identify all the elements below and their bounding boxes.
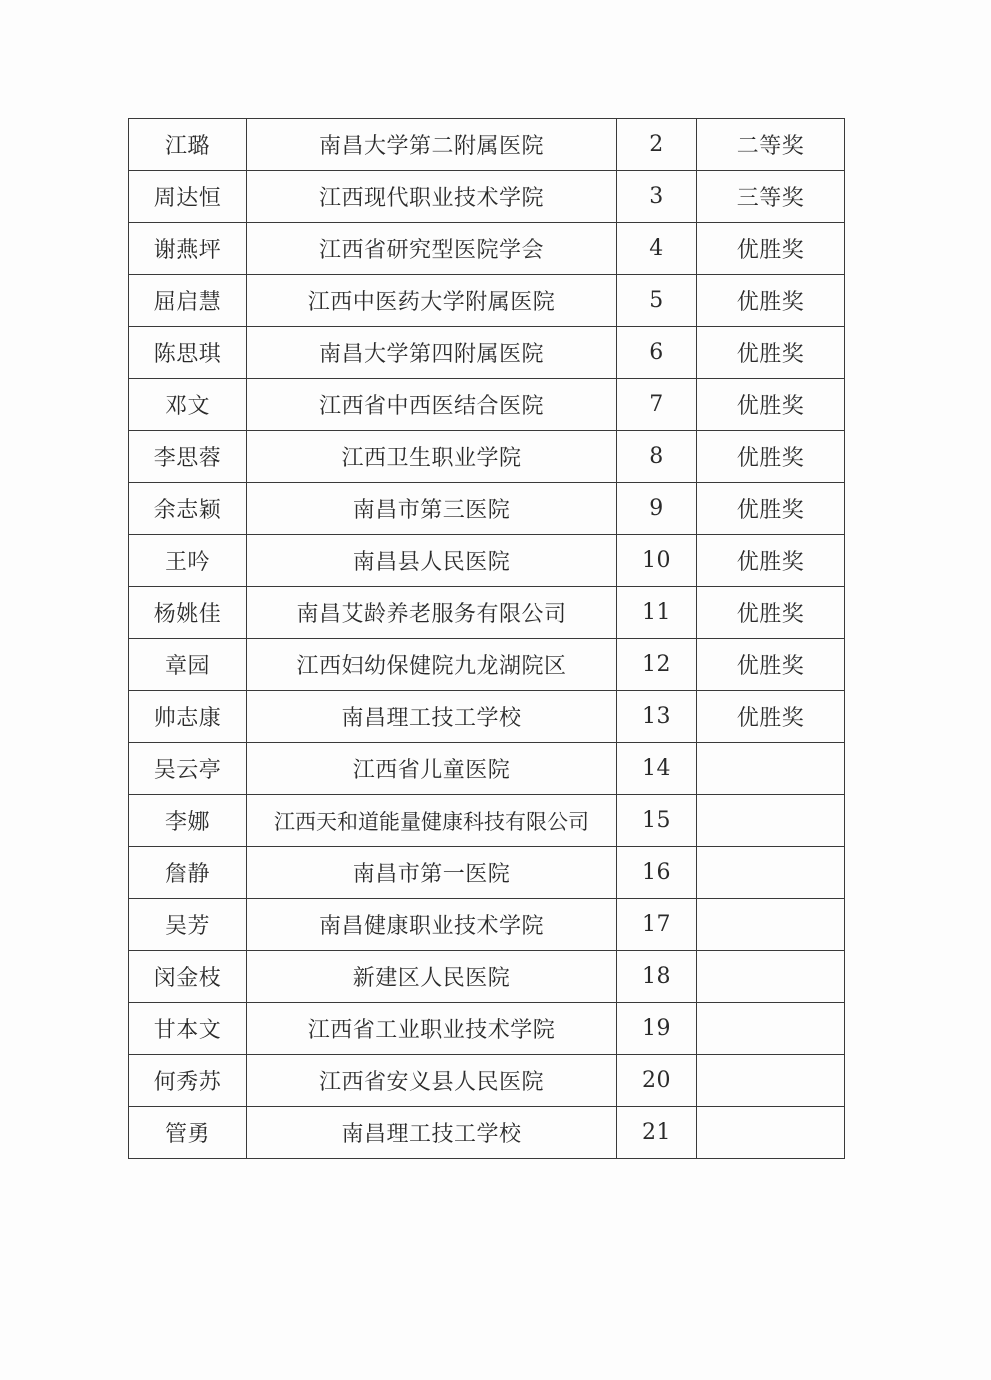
participant-name: 管勇 xyxy=(129,1107,247,1159)
participant-rank: 21 xyxy=(617,1107,697,1159)
table-row xyxy=(129,847,845,899)
participant-award: 优胜奖 xyxy=(697,587,845,639)
participant-unit: 南昌艾龄养老服务有限公司 xyxy=(247,587,617,639)
participant-rank: 7 xyxy=(617,379,697,431)
table-row xyxy=(129,275,845,327)
results-table-body xyxy=(129,119,845,1159)
table-row xyxy=(129,639,845,691)
table-row xyxy=(129,743,845,795)
participant-rank: 12 xyxy=(617,639,697,691)
participant-unit: 南昌市第三医院 xyxy=(247,483,617,535)
table-row xyxy=(129,899,845,951)
participant-name: 陈思琪 xyxy=(129,327,247,379)
participant-rank: 2 xyxy=(617,119,697,171)
participant-name: 吴云亭 xyxy=(129,743,247,795)
participant-name: 王吟 xyxy=(129,535,247,587)
table-row xyxy=(129,951,845,1003)
participant-unit: 南昌健康职业技术学院 xyxy=(247,899,617,951)
table-row xyxy=(129,691,845,743)
participant-unit: 江西省安义县人民医院 xyxy=(247,1055,617,1107)
participant-rank: 19 xyxy=(617,1003,697,1055)
participant-award: 优胜奖 xyxy=(697,639,845,691)
participant-rank: 3 xyxy=(617,171,697,223)
participant-award: 优胜奖 xyxy=(697,535,845,587)
participant-unit: 新建区人民医院 xyxy=(247,951,617,1003)
participant-name: 闵金枝 xyxy=(129,951,247,1003)
participant-rank: 6 xyxy=(617,327,697,379)
participant-name: 帅志康 xyxy=(129,691,247,743)
table-row xyxy=(129,327,845,379)
participant-name: 邓文 xyxy=(129,379,247,431)
participant-unit: 江西省儿童医院 xyxy=(247,743,617,795)
participant-rank: 16 xyxy=(617,847,697,899)
table-row xyxy=(129,431,845,483)
participant-award: 优胜奖 xyxy=(697,691,845,743)
participant-award: 优胜奖 xyxy=(697,223,845,275)
participant-award xyxy=(697,899,845,951)
table-row xyxy=(129,119,845,171)
table-row xyxy=(129,1055,845,1107)
participant-name: 何秀苏 xyxy=(129,1055,247,1107)
participant-unit: 江西中医药大学附属医院 xyxy=(247,275,617,327)
participant-rank: 5 xyxy=(617,275,697,327)
participant-award xyxy=(697,847,845,899)
participant-rank: 4 xyxy=(617,223,697,275)
participant-unit: 江西妇幼保健院九龙湖院区 xyxy=(247,639,617,691)
participant-rank: 20 xyxy=(617,1055,697,1107)
participant-rank: 18 xyxy=(617,951,697,1003)
table-row xyxy=(129,535,845,587)
participant-award xyxy=(697,951,845,1003)
participant-rank: 11 xyxy=(617,587,697,639)
participant-award xyxy=(697,1003,845,1055)
participant-rank: 8 xyxy=(617,431,697,483)
table-row xyxy=(129,223,845,275)
table-row xyxy=(129,1003,845,1055)
table-row xyxy=(129,483,845,535)
participant-unit: 江西现代职业技术学院 xyxy=(247,171,617,223)
table-row xyxy=(129,795,845,847)
participant-unit: 南昌理工技工学校 xyxy=(247,1107,617,1159)
participant-name: 李思蓉 xyxy=(129,431,247,483)
participant-rank: 15 xyxy=(617,795,697,847)
participant-unit: 南昌理工技工学校 xyxy=(247,691,617,743)
participant-award: 优胜奖 xyxy=(697,275,845,327)
participant-award: 优胜奖 xyxy=(697,483,845,535)
participant-name: 吴芳 xyxy=(129,899,247,951)
participant-award: 二等奖 xyxy=(697,119,845,171)
participant-unit: 南昌县人民医院 xyxy=(247,535,617,587)
participant-unit: 江西省中西医结合医院 xyxy=(247,379,617,431)
table-row xyxy=(129,171,845,223)
participant-name: 屈启慧 xyxy=(129,275,247,327)
participant-rank: 13 xyxy=(617,691,697,743)
participant-rank: 14 xyxy=(617,743,697,795)
participant-award xyxy=(697,1107,845,1159)
participant-unit: 南昌市第一医院 xyxy=(247,847,617,899)
participant-name: 李娜 xyxy=(129,795,247,847)
participant-unit: 江西卫生职业学院 xyxy=(247,431,617,483)
participant-rank: 17 xyxy=(617,899,697,951)
table-row xyxy=(129,587,845,639)
results-table xyxy=(128,118,845,1159)
participant-name: 江璐 xyxy=(129,119,247,171)
participant-award: 优胜奖 xyxy=(697,327,845,379)
participant-unit: 江西省研究型医院学会 xyxy=(247,223,617,275)
participant-unit: 江西省工业职业技术学院 xyxy=(247,1003,617,1055)
participant-name: 詹静 xyxy=(129,847,247,899)
participant-award: 优胜奖 xyxy=(697,379,845,431)
participant-unit: 南昌大学第四附属医院 xyxy=(247,327,617,379)
participant-name: 甘本文 xyxy=(129,1003,247,1055)
table-row xyxy=(129,1107,845,1159)
participant-award: 优胜奖 xyxy=(697,431,845,483)
participant-name: 余志颖 xyxy=(129,483,247,535)
participant-name: 章园 xyxy=(129,639,247,691)
table-row xyxy=(129,379,845,431)
participant-award: 三等奖 xyxy=(697,171,845,223)
participant-unit: 江西天和道能量健康科技有限公司 xyxy=(247,795,617,847)
participant-name: 周达恒 xyxy=(129,171,247,223)
participant-award xyxy=(697,1055,845,1107)
participant-unit: 南昌大学第二附属医院 xyxy=(247,119,617,171)
participant-name: 杨姚佳 xyxy=(129,587,247,639)
participant-rank: 9 xyxy=(617,483,697,535)
participant-name: 谢燕坪 xyxy=(129,223,247,275)
participant-award xyxy=(697,795,845,847)
participant-rank: 10 xyxy=(617,535,697,587)
participant-award xyxy=(697,743,845,795)
